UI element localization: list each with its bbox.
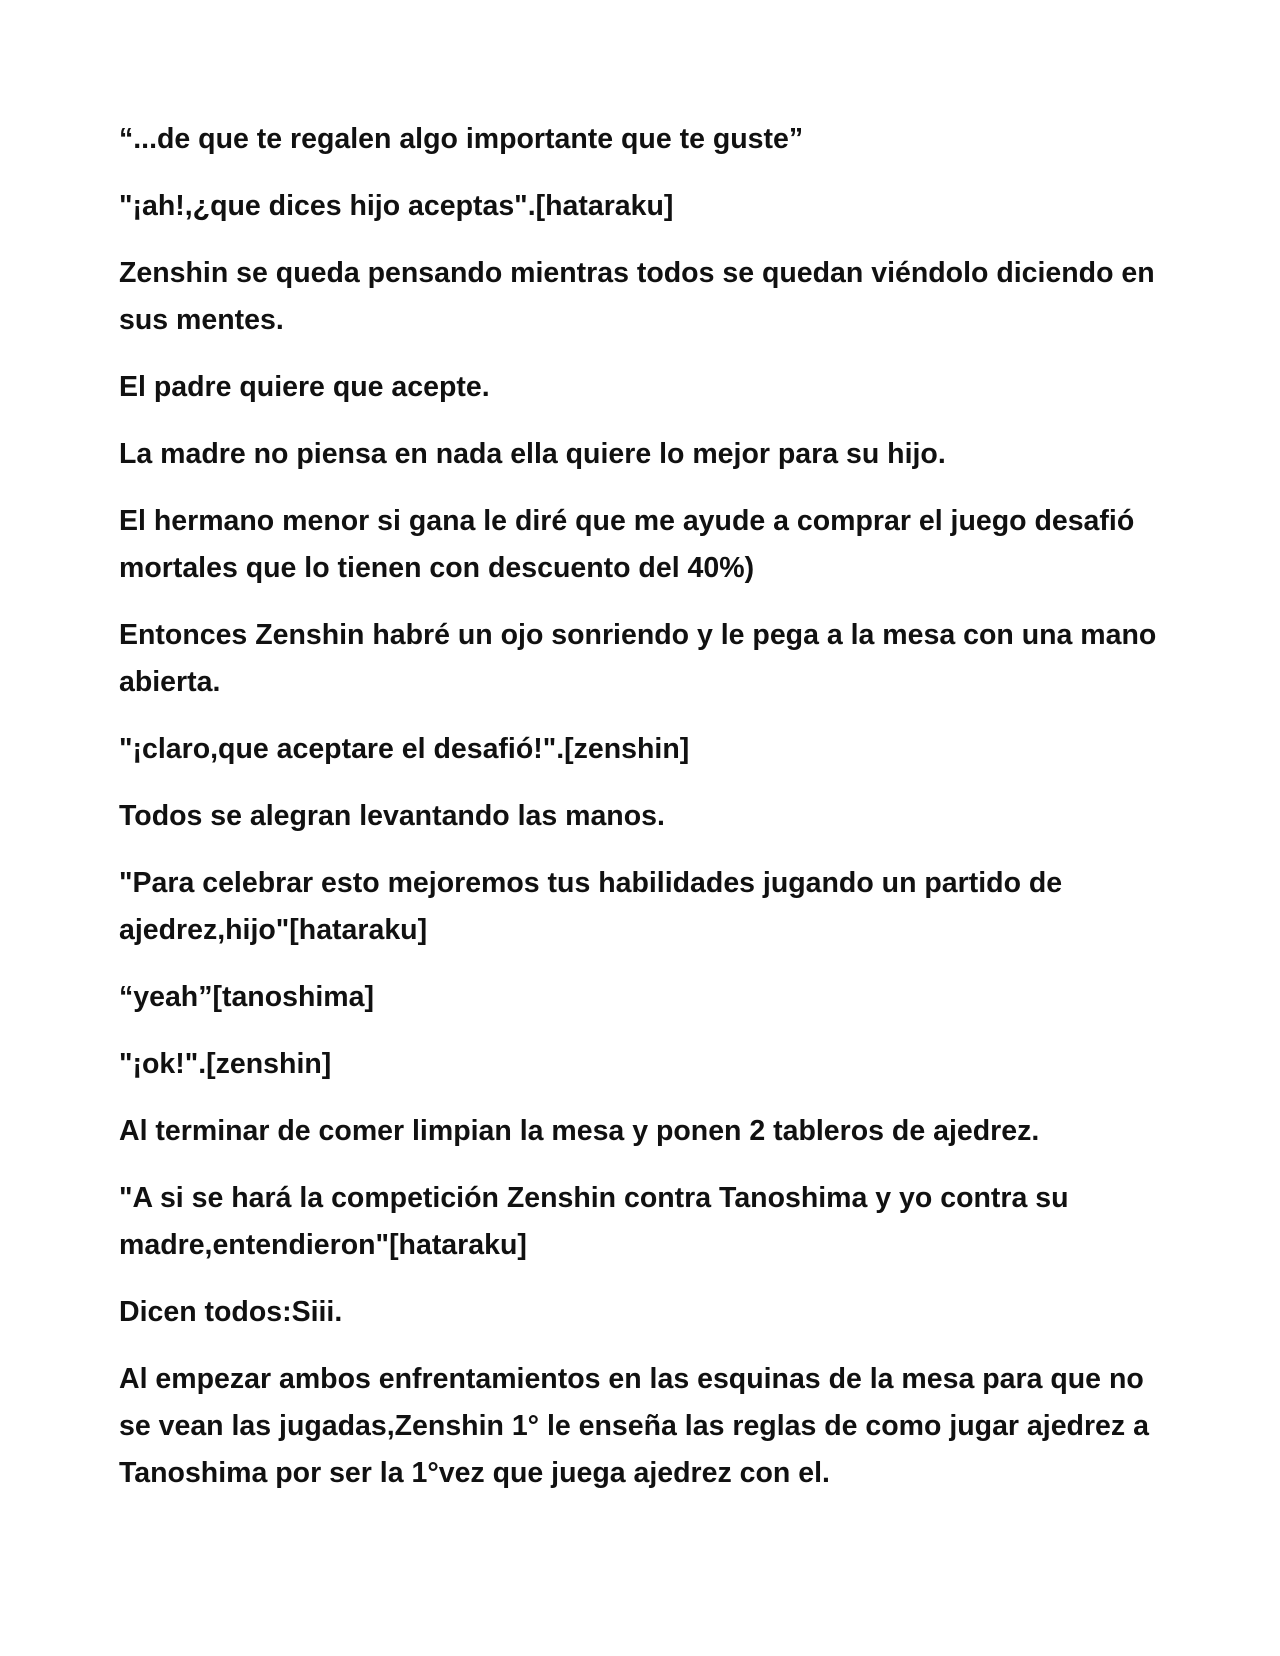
paragraph: Al empezar ambos enfrentamientos en las esquinas de la mesa para que no se vean las jugadas,Zenshin 1° le enseña las reglas de como jugar ajedrez a Tanoshima por ser la 1°vez que juega ajedrez con el. [119,1363,1149,1489]
document-body [119,116,1159,1517]
paragraph: “yeah”[tanoshima] [119,981,374,1013]
paragraph: "Para celebrar esto mejoremos tus habilidades jugando un partido de ajedrez,hijo"[hataraku] [119,867,1063,946]
paragraph: "¡claro,que aceptare el desafió!".[zenshin] [119,733,690,765]
paragraph: Zenshin se queda pensando mientras todos se quedan viéndolo diciendo en sus mentes. [119,257,1155,336]
paragraph: Entonces Zenshin habré un ojo sonriendo y le pega a la mesa con una mano abierta. [119,619,1157,698]
paragraph: "¡ah!,¿que dices hijo aceptas".[hataraku] [119,190,674,222]
paragraph: "¡ok!".[zenshin] [119,1048,332,1080]
paragraph: Al terminar de comer limpian la mesa y ponen 2 tableros de ajedrez. [119,1115,1040,1147]
paragraph: Dicen todos:Siii. [119,1296,343,1328]
paragraph: Todos se alegran levantando las manos. [119,800,665,832]
paragraph: La madre no piensa en nada ella quiere lo mejor para su hijo. [119,438,946,470]
paragraph: El hermano menor si gana le diré que me ayude a comprar el juego desafió mortales que lo tienen con descuento del 40%) [119,505,1135,584]
paragraph: "A si se hará la competición Zenshin contra Tanoshima y yo contra su madre,entendieron"[hataraku] [119,1182,1069,1261]
paragraph: “...de que te regalen algo importante que te guste” [119,123,804,155]
paragraph: El padre quiere que acepte. [119,371,490,403]
